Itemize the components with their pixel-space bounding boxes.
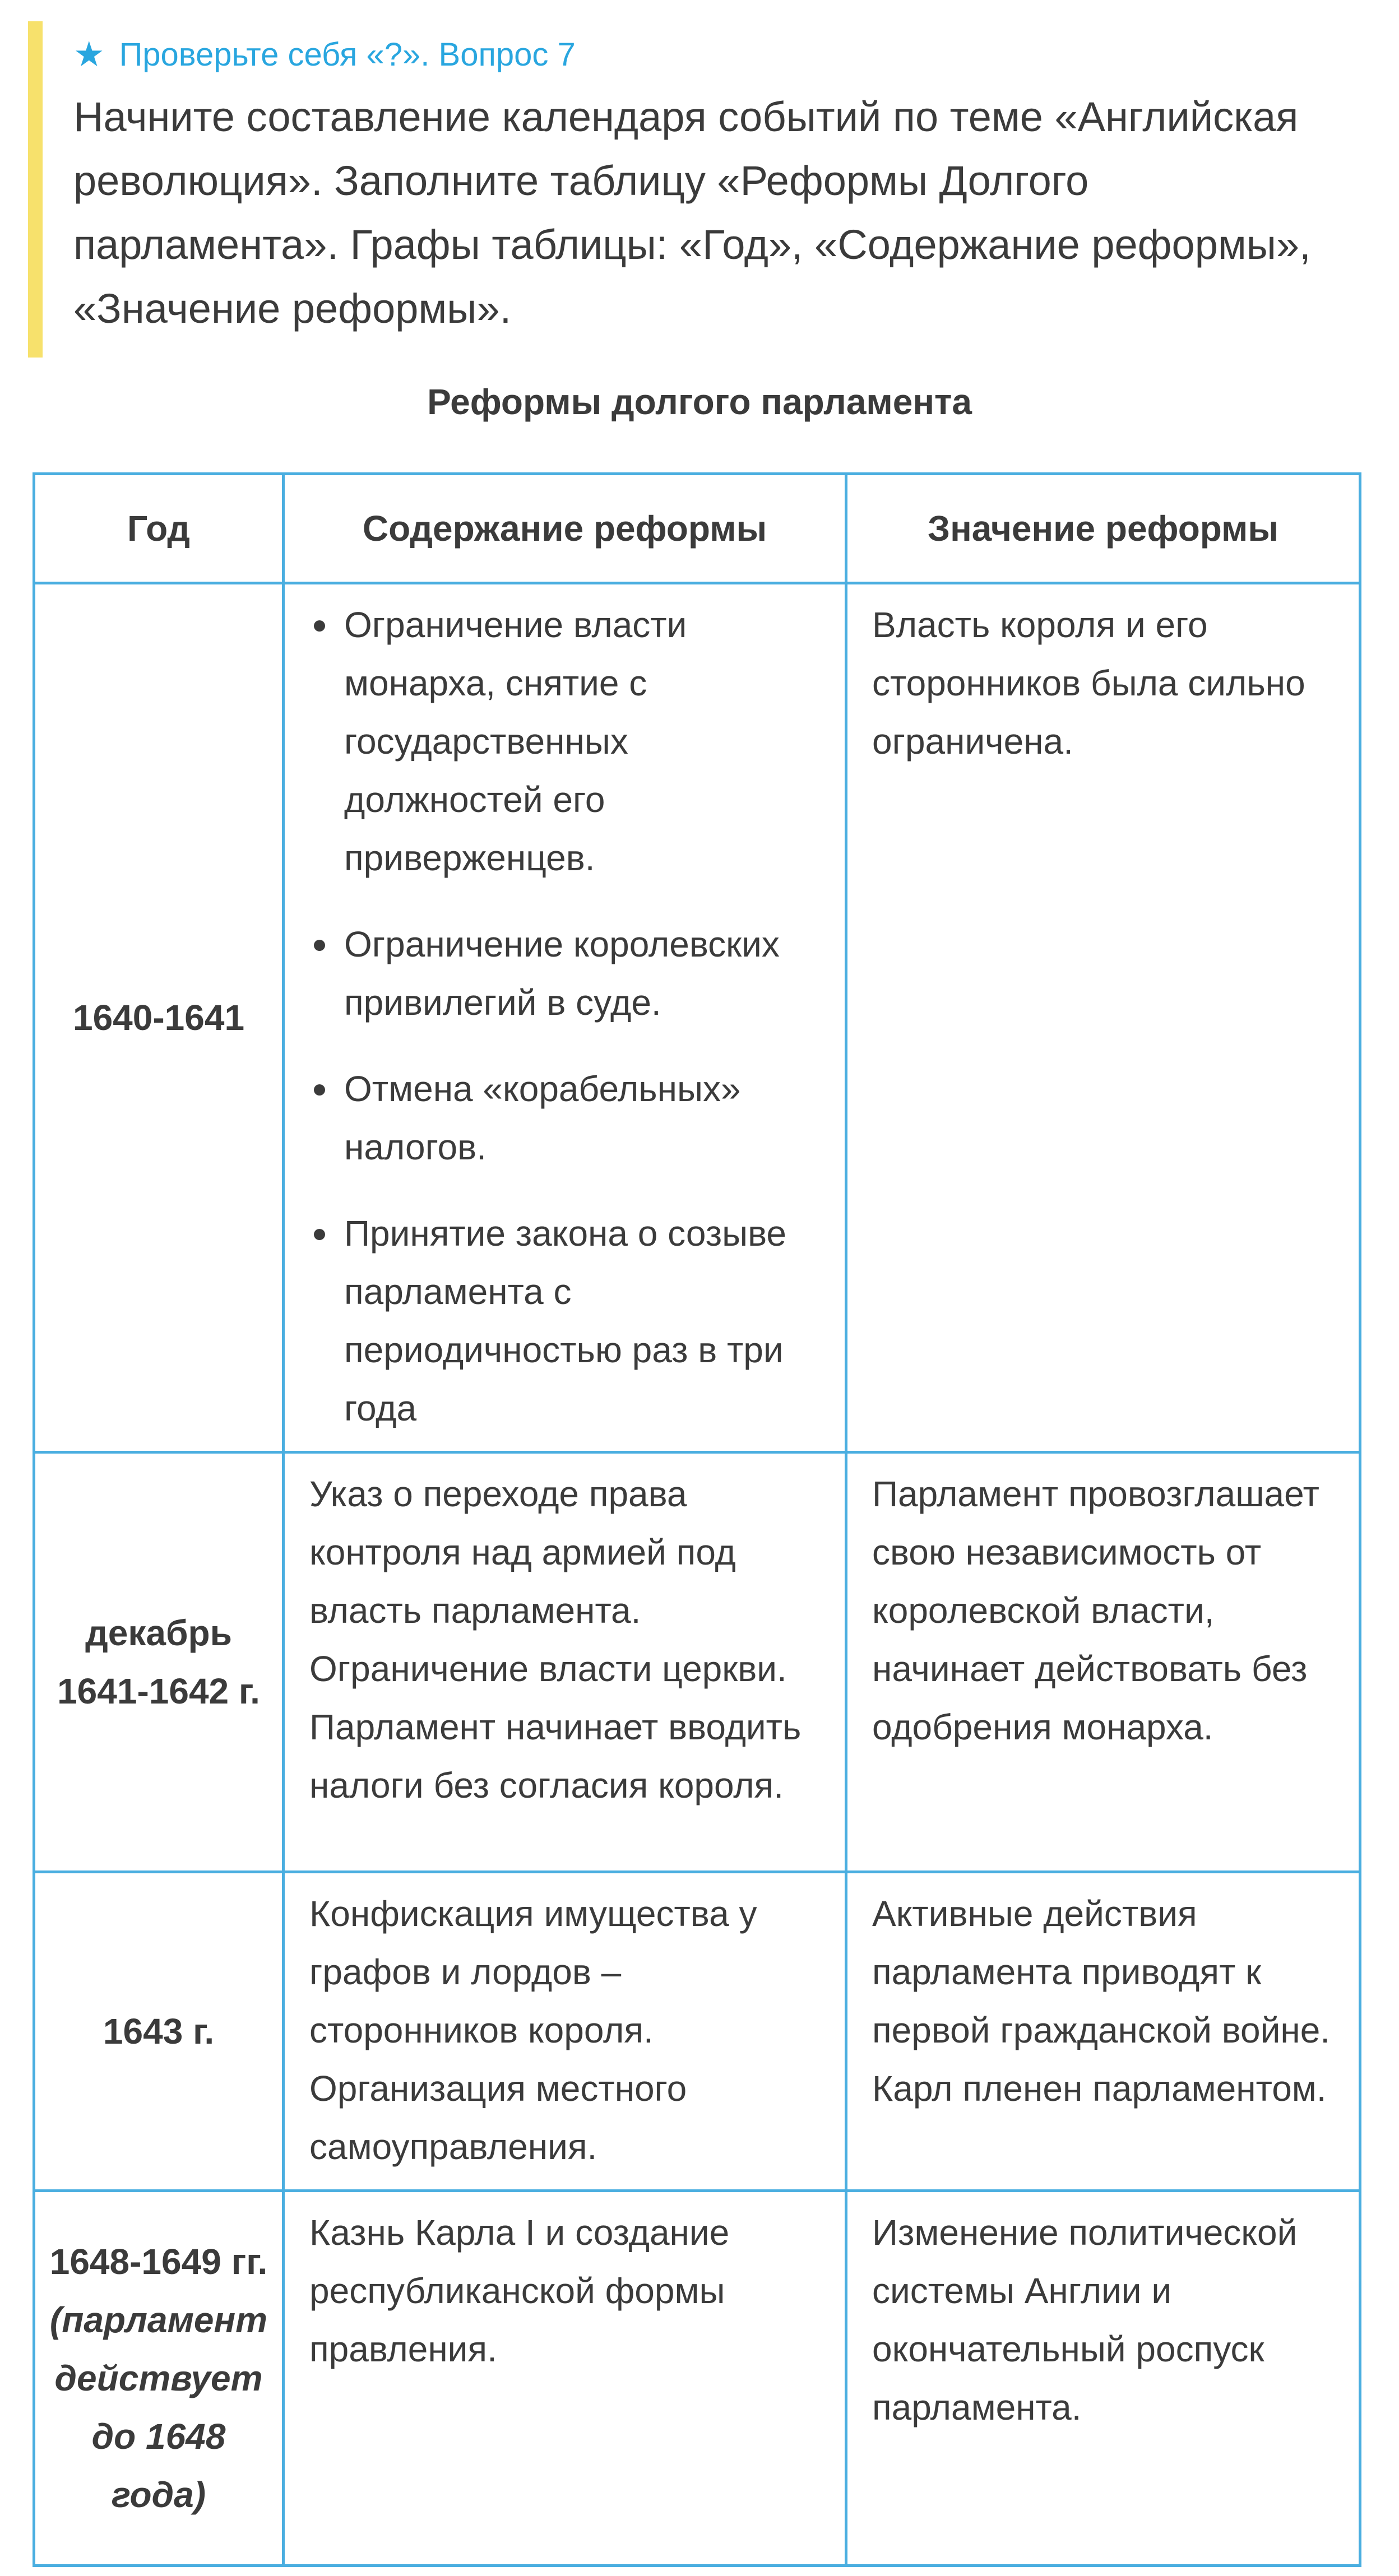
table-row (34, 583, 1360, 1452)
year-cell (34, 1452, 284, 1872)
list-item-text: Принятие закона о созыве парламента с периодичностью раз в три года (344, 1213, 786, 1428)
content-cell: Указ о переходе права контроля над армией под власть парламента. Ограничение власти церкви. Парламент начинает вводить налоги без согласия короля. (284, 1452, 846, 1872)
list-item-text: Ограничение власти монарха, снятие с государственных должностей его приверженцев. (344, 605, 687, 878)
year-cell (34, 2191, 284, 2566)
question-block (28, 21, 1362, 358)
content-cell: Конфискация имущества у графов и лордов – сторонников короля. Организация местного самоуправления. (284, 1872, 846, 2191)
table-row (34, 1452, 1360, 1872)
year-cell (34, 1872, 284, 2191)
content-cell: Казнь Карла I и создание республиканской формы правления. (284, 2191, 846, 2566)
question-header-label[interactable]: Проверьте себя «?». Вопрос 7 (119, 36, 576, 73)
header-year: Год (34, 474, 284, 583)
list-item (309, 1204, 820, 1437)
year-value: 1640-1641 (72, 997, 245, 1038)
year-cell (34, 583, 284, 1452)
header-content: Содержание реформы (284, 474, 846, 583)
table-header-row (34, 474, 1360, 583)
list-item (309, 915, 820, 1032)
year-value: 1643 г. (103, 2011, 215, 2051)
significance-cell: Активные действия парламента приводят к первой гражданской войне. Карл пленен парламентом. (846, 1872, 1360, 2191)
list-item-text: Отмена «корабельных» налогов. (344, 1069, 741, 1167)
reforms-table (33, 472, 1361, 2567)
table-title: Реформы долгого парламента (427, 382, 972, 422)
list-item (309, 1060, 820, 1176)
year-value: декабрь 1641-1642 г. (57, 1613, 260, 1711)
table-row (34, 1872, 1360, 2191)
bullet-icon (314, 940, 325, 951)
bullet-icon (314, 1084, 325, 1096)
significance-cell: Власть короля и его сторонников была сильно ограничена. (846, 583, 1360, 1452)
star-icon: ★ (73, 35, 105, 74)
list-item (309, 596, 820, 887)
year-value: 1648-1649 гг. (49, 2241, 268, 2282)
significance-cell: Парламент провозглашает свою независимость от королевской власти, начинает действовать без одобрения монарха. (846, 1452, 1360, 1872)
list-item-text: Ограничение королевских привилегий в суде. (344, 924, 780, 1023)
question-text: Начните составление календаря событий по теме «Английская революция». Заполните таблицу «Реформы Долгого парламента». Графы таблицы: «Год», «Содержание реформы», «Значение реформы». (73, 94, 1311, 332)
bullet-icon (314, 1229, 325, 1240)
header-significance: Значение реформы (846, 474, 1360, 583)
reform-list (309, 596, 820, 1437)
table-row (34, 2191, 1360, 2566)
year-note: (парламент действует до 1648 года) (49, 2300, 268, 2515)
question-header (73, 33, 1362, 77)
significance-cell: Изменение политической системы Англии и окончательный роспуск парламента. (846, 2191, 1360, 2566)
content-cell (284, 583, 846, 1452)
bullet-icon (314, 620, 325, 632)
